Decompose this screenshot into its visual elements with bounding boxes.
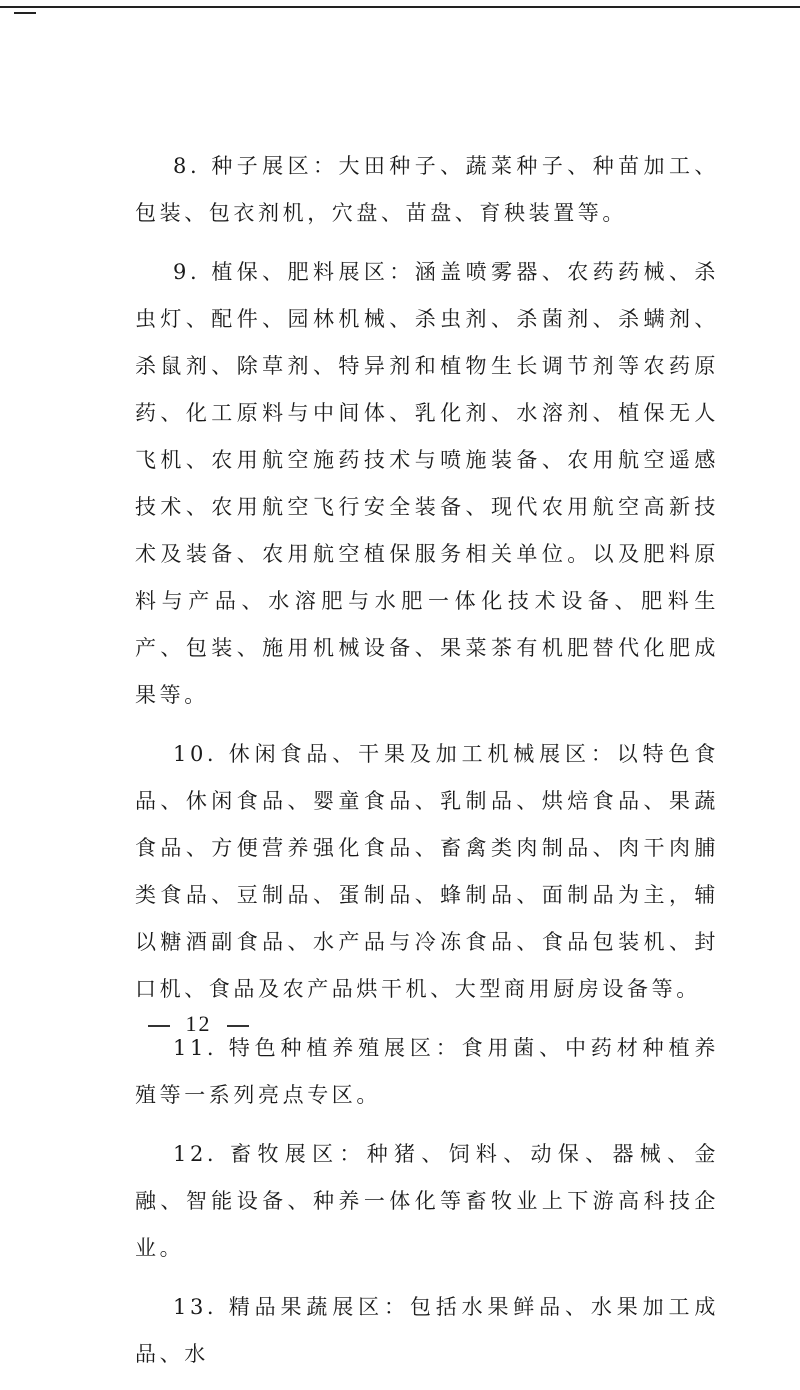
paragraph-specialty-planting: 11. 特色种植养殖展区：食用菌、中药材种植养殖等一系列亮点专区。 <box>135 1036 719 1107</box>
document-body <box>135 143 719 1390</box>
page-footer <box>140 1011 257 1037</box>
paragraph-plant-protection-fertilizer: 9. 植保、肥料展区：涵盖喷雾器、农药药械、杀虫灯、配件、园林机械、杀虫剂、杀菌剂、杀螨剂、杀鼠剂、除草剂、特异剂和植物生长调节剂等农药原药、化工原料与中间体、乳化剂、水溶剂、植保无人飞机、农用航空施药技术与喷施装备、农用航空遥感技术、农用航空飞行安全装备、现代农用航空高新技术及装备、农用航空植保服务相关单位。以及肥料原料与产品、水溶肥与水肥一体化技术设备、肥料生产、包装、施用机械设备、果菜茶有机肥替代化肥成果等。 <box>135 260 719 707</box>
paragraph-snack-food: 10. 休闲食品、干果及加工机械展区：以特色食品、休闲食品、婴童食品、乳制品、烘焙食品、果蔬食品、方便营养强化食品、畜禽类肉制品、肉干肉脯类食品、豆制品、蛋制品、蜂制品、面制品为主，辅以糖酒副食品、水产品与冷冻食品、食品包装机、封口机、食品及农产品烘干机、大型商用厨房设备等。 <box>135 742 719 1001</box>
paragraph-fruit-vegetable: 13. 精品果蔬展区：包括水果鲜品、水果加工成品、水 <box>135 1295 719 1366</box>
page-number: 12 <box>185 1011 212 1036</box>
corner-mark <box>14 12 36 14</box>
top-border-line <box>0 6 800 8</box>
footer-dash-right <box>227 1025 249 1027</box>
footer-dash-left <box>148 1025 170 1027</box>
paragraph-livestock: 12. 畜牧展区：种猪、饲料、动保、器械、金融、智能设备、种养一体化等畜牧业上下游高科技企业。 <box>135 1142 719 1260</box>
paragraph-seed-exhibition: 8. 种子展区：大田种子、蔬菜种子、种苗加工、包装、包衣剂机，穴盘、苗盘、育秧装置等。 <box>135 154 719 225</box>
